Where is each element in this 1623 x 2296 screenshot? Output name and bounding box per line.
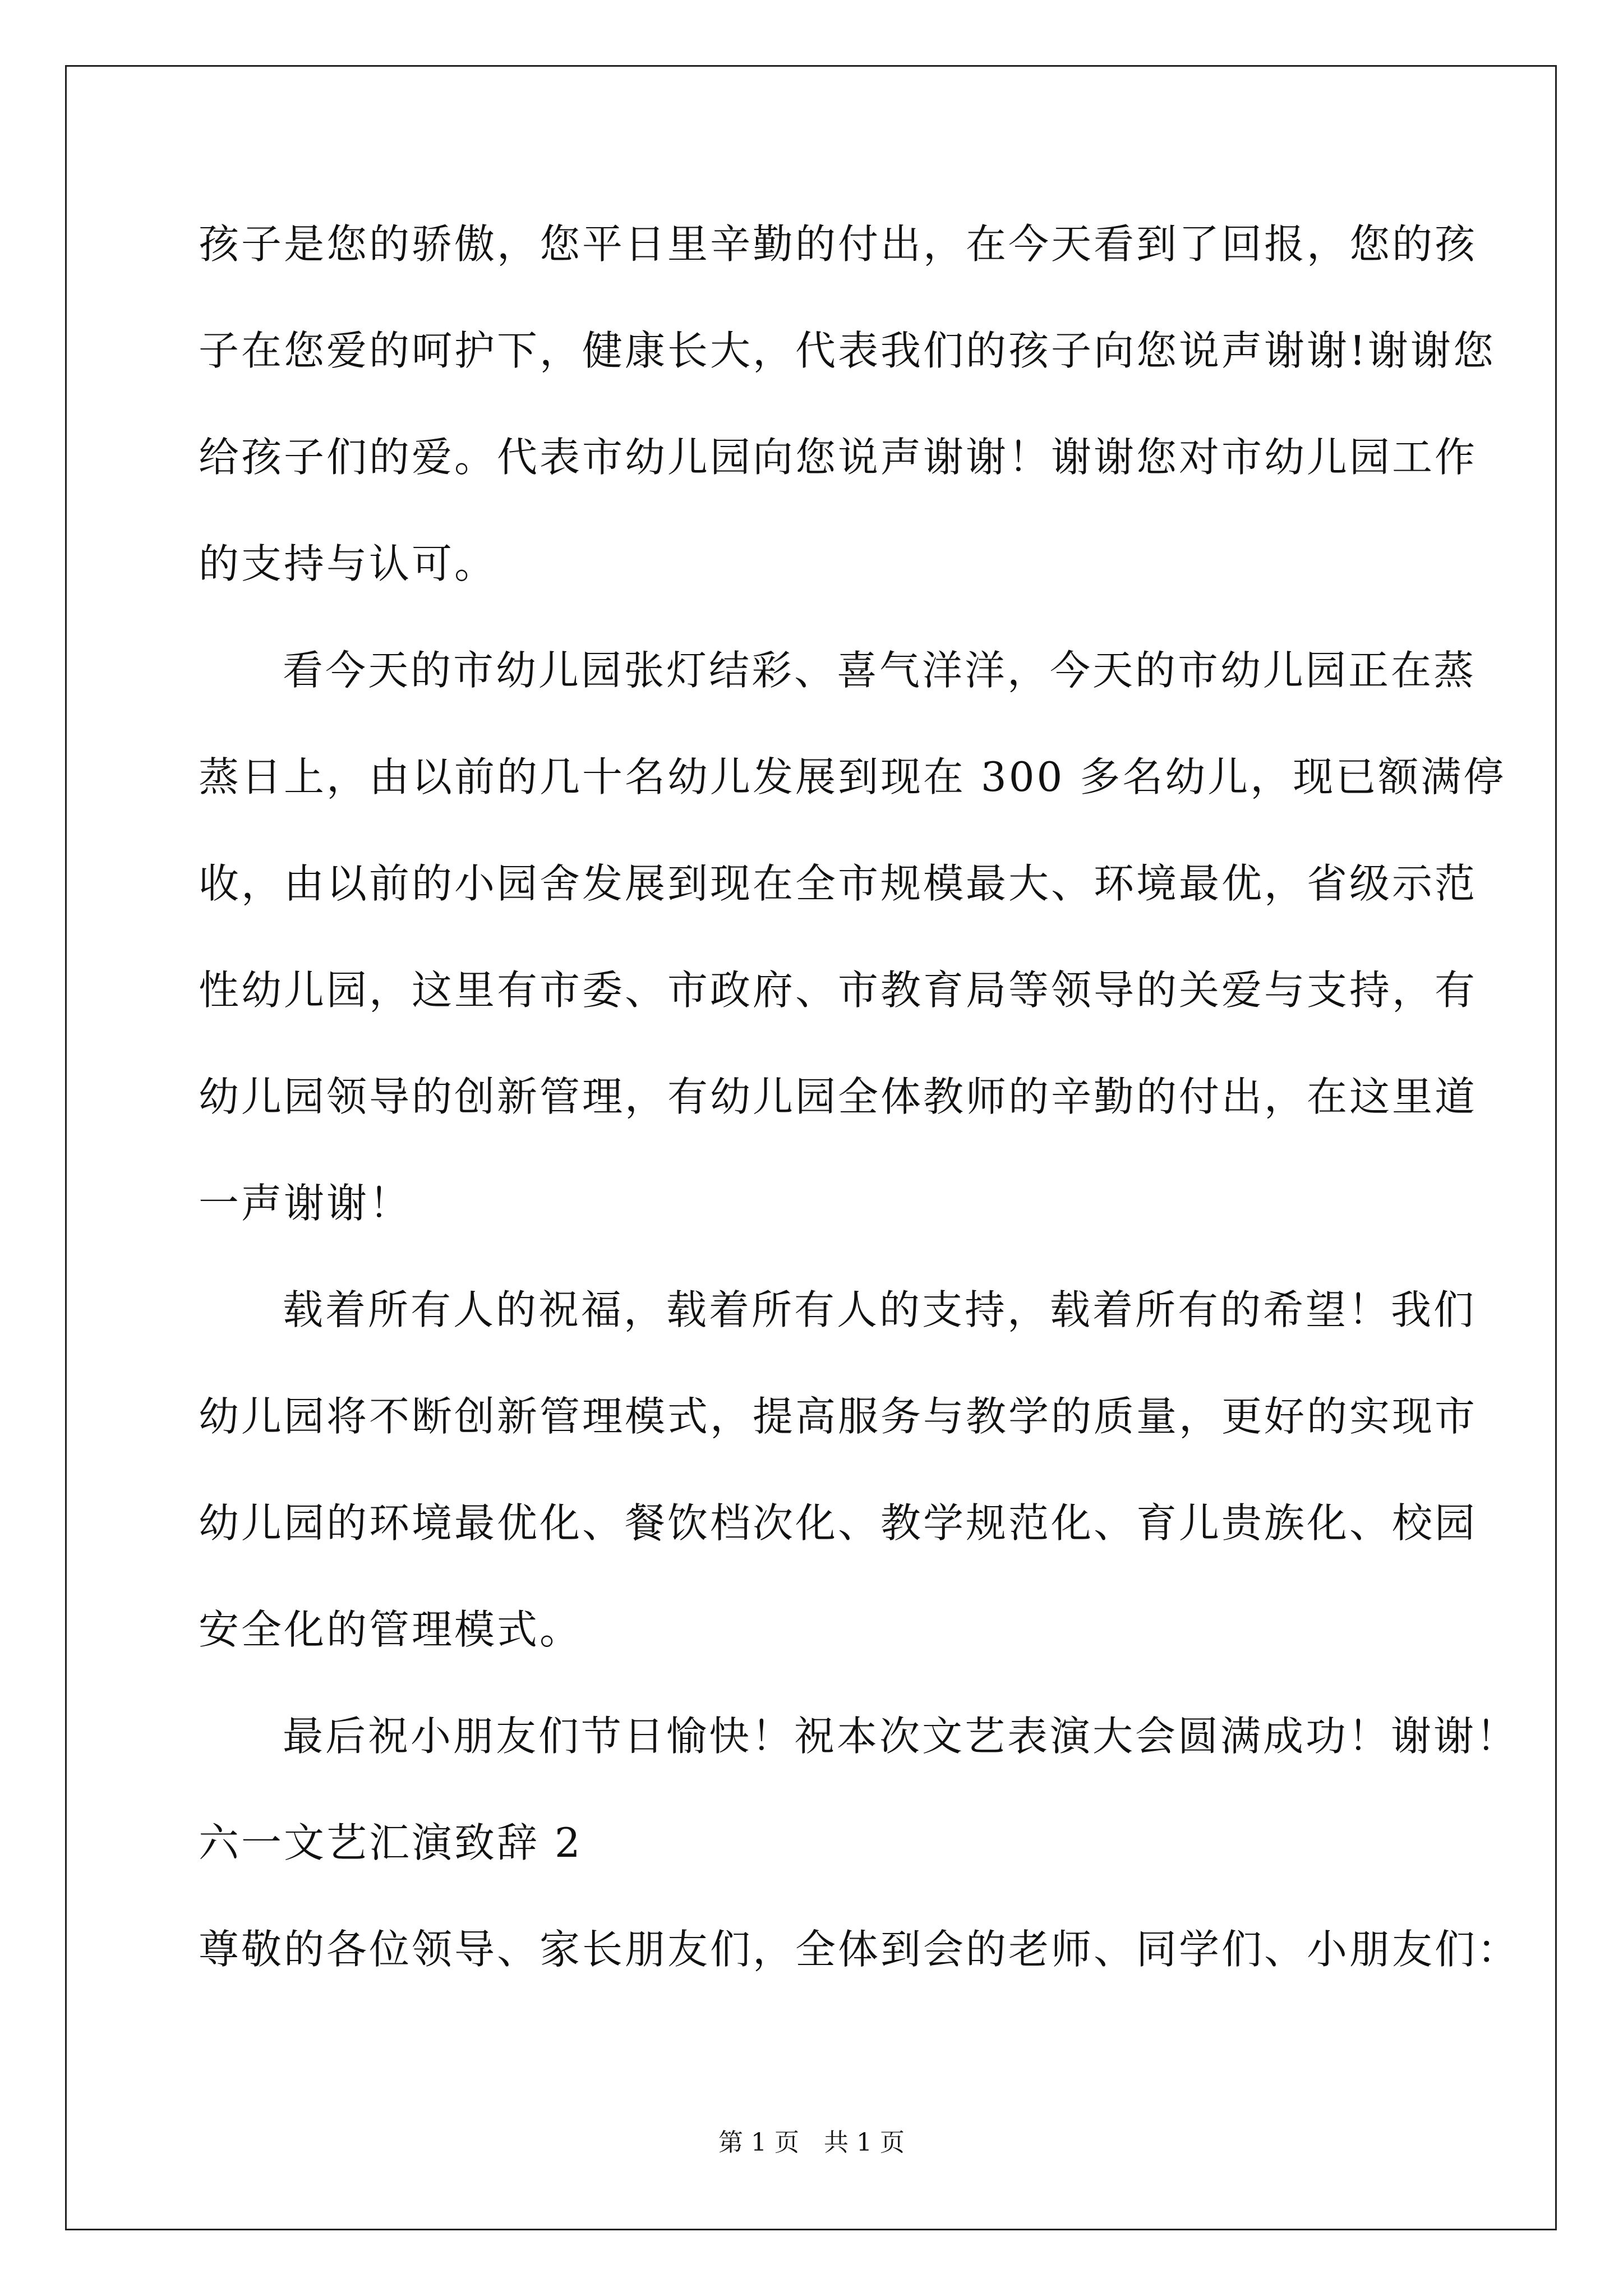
paragraph-2-line-3: 收，由以前的小园舍发展到现在全市规模最大、环境最优，省级示范: [199, 860, 1478, 907]
paragraph-1-line-4: 的支持与认可。: [199, 540, 497, 587]
paragraph-2-line-2: 蒸日上，由以前的几十名幼儿发展到现在 300 多名幼儿，现已额满停: [199, 753, 1506, 800]
paragraph-3-line-3: 幼儿园的环境最优化、餐饮档次化、教学规范化、育儿贵族化、校园: [199, 1499, 1478, 1547]
paragraph-3-line-2: 幼儿园将不断创新管理模式，提高服务与教学的质量，更好的实现市: [199, 1393, 1478, 1440]
paragraph-2-line-4: 性幼儿园，这里有市委、市政府、市教育局等领导的关爱与支持，有: [199, 967, 1478, 1014]
paragraph-1-line-1: 孩子是您的骄傲，您平日里辛勤的付出，在今天看到了回报，您的孩: [199, 220, 1478, 268]
paragraph-3-line-4: 安全化的管理模式。: [199, 1606, 583, 1653]
paragraph-1-line-3: 给孩子们的爱。代表市幼儿园向您说声谢谢！谢谢您对市幼儿园工作: [199, 434, 1478, 481]
paragraph-2-line-6: 一声谢谢！: [199, 1180, 412, 1227]
salutation: 尊敬的各位领导、家长朋友们，全体到会的老师、同学们、小朋友们：: [199, 1926, 1520, 1973]
paragraph-4-line-1: 最后祝小朋友们节日愉快！祝本次文艺表演大会圆满成功！谢谢！: [283, 1713, 1519, 1760]
paragraph-2-line-1: 看今天的市幼儿园张灯结彩、喜气洋洋，今天的市幼儿园正在蒸: [283, 647, 1477, 694]
section-title: 六一文艺汇演致辞 2: [199, 1819, 583, 1866]
paragraph-3-line-1: 载着所有人的祝福，载着所有人的支持，载着所有的希望！我们: [283, 1286, 1477, 1333]
page-footer: 第 1 页 共 1 页: [718, 2128, 905, 2157]
paragraph-2-line-5: 幼儿园领导的创新管理，有幼儿园全体教师的辛勤的付出，在这里道: [199, 1073, 1478, 1120]
paragraph-1-line-2: 子在您爱的呵护下，健康长大，代表我们的孩子向您说声谢谢!谢谢您: [199, 327, 1496, 374]
page-border: [65, 65, 1557, 2230]
